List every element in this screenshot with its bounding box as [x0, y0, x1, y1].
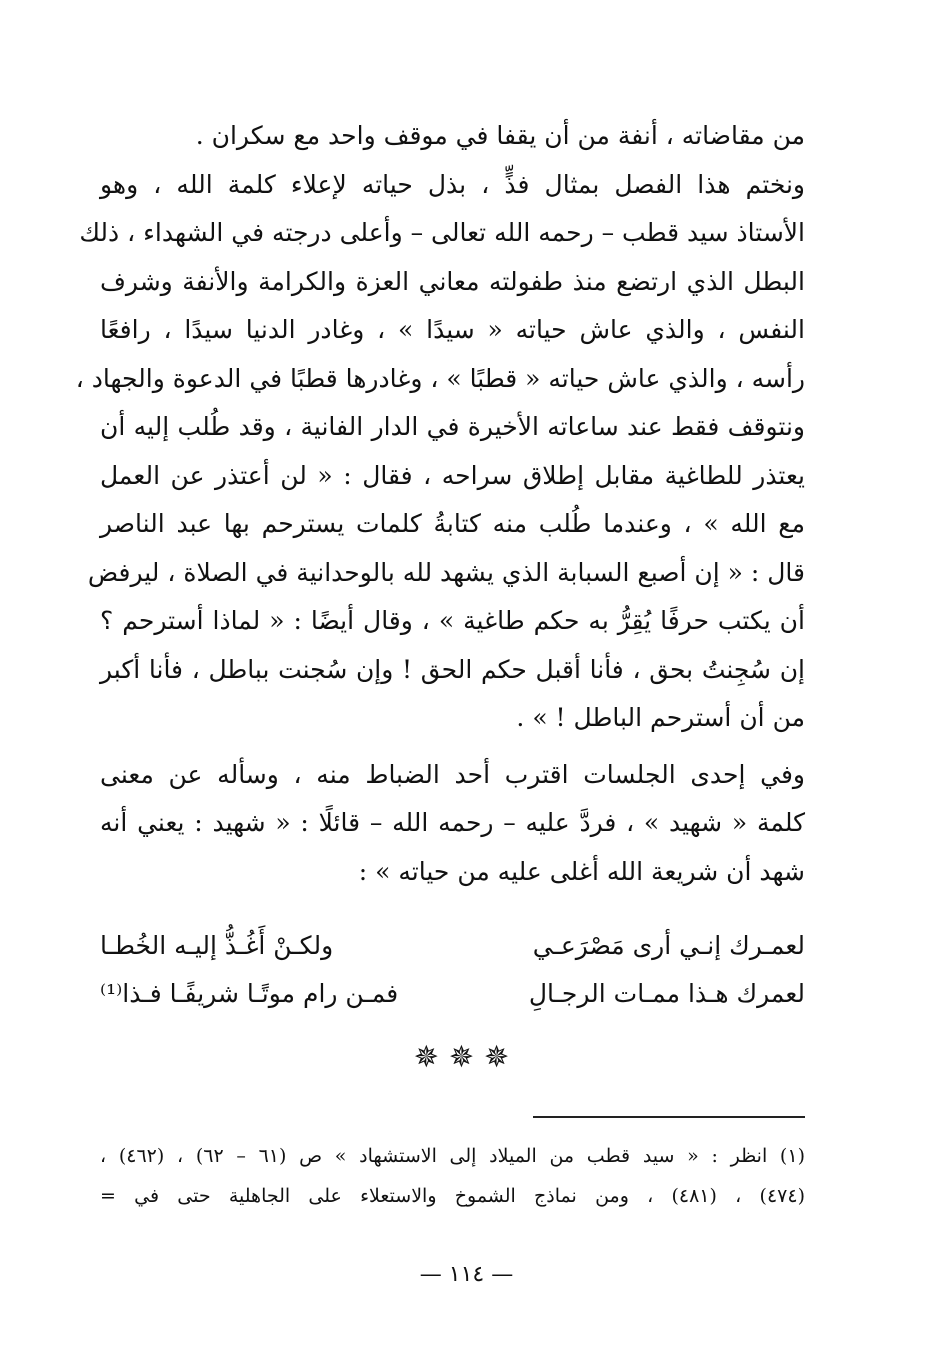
text-line: البطل الذي ارتضع منذ طفولته معاني العزة والكرامة والأنفة وشرف — [100, 266, 805, 296]
text-line: كلمة « شهيد » ، فردَّ عليه – رحمه الله – قائلًا : « شهيد : يعني أنه — [100, 808, 805, 837]
footnote-line: (٤٧٤) ، (٤٨١) ، ومن نماذج الشموخ والاستعلاء على الجاهلية حتى في = — [100, 1185, 805, 1207]
text-line: أن يكتب حرفًا يُقِرُّ به حكم طاغية » ، وقال أيضًا : « لماذا أسترحم ؟ — [100, 606, 805, 635]
poem — [100, 922, 805, 1018]
text-line: من مقاضاته ، أنفة من أن يقفا في موقف واحد مع سكران . — [195, 121, 805, 150]
text-line: مع الله » ، وعندما طُلب منه كتابةُ كلمات يسترحم بها عبد الناصر — [100, 509, 805, 538]
text-line: قال : « إن أصبع السبابة الذي يشهد لله بالوحدانية في الصلاة ، ليرفض — [87, 557, 805, 587]
page-number: — ١١٤ — — [419, 1262, 514, 1287]
footnote-line: (١) انظر : « سيد قطب من الميلاد إلى الاستشهاد » ص (٦١ – ٦٢) ، (٤٦٢) ، — [100, 1145, 805, 1167]
poem-second-hemistich: فمـن رام موتًـا شريفًـا فـذا⁽¹⁾ — [100, 979, 399, 1008]
body-text — [75, 112, 805, 896]
text-line: ونتوقف فقط عند ساعاته الأخيرة في الدار الفانية ، وقد طُلب إليه أن — [100, 412, 805, 441]
text-line: من أن أسترحم الباطل ! » . — [516, 703, 805, 732]
text-line: إن سُجِنتُ بحق ، فأنا أقبل حكم الحق ! وإن سُجنت بباطل ، فأنا أكبر — [100, 654, 805, 684]
footnote-divider — [533, 1116, 805, 1118]
text-line: الأستاذ سيد قطب – رحمه الله تعالى – وأعلى درجته في الشهداء ، ذلك — [79, 218, 805, 247]
footnotes — [100, 1136, 805, 1216]
text-line: شهد أن شريعة الله أغلى عليه من حياته » : — [358, 856, 805, 886]
text-line: رأسه ، والذي عاش حياته « قطبًا » ، وغادرها قطبًا في الدعوة والجهاد ، — [75, 363, 805, 393]
poem-verse — [100, 970, 805, 1018]
poem-first-hemistich: لعمـرك إنـي أرى مَصْرَعـي — [532, 931, 805, 960]
poem-first-hemistich: لعمرك هـذا ممـات الرجـالِ — [528, 979, 805, 1008]
text-line: النفس ، والذي عاش حياته « سيدًا » ، وغادر الدنيا سيدًا ، رافعًا — [100, 315, 805, 344]
poem-verse — [100, 922, 805, 970]
paragraph-gap — [100, 743, 805, 751]
text-line: يعتذر للطاغية مقابل إطلاق سراحه ، فقال : « لن أعتذر عن العمل — [100, 460, 805, 490]
text-line: ونختم هذا الفصل بمثال فذٍّ ، بذل حياته لإعلاء كلمة الله ، وهو — [100, 169, 805, 199]
section-ornament: ✵✵✵ — [413, 1040, 520, 1075]
poem-second-hemistich: ولكـنْ أَغُـذُّ إليـه الخُطـا — [100, 931, 334, 960]
text-line: وفي إحدى الجلسات اقترب أحد الضباط منه ، وسأله عن معنى — [100, 759, 805, 789]
